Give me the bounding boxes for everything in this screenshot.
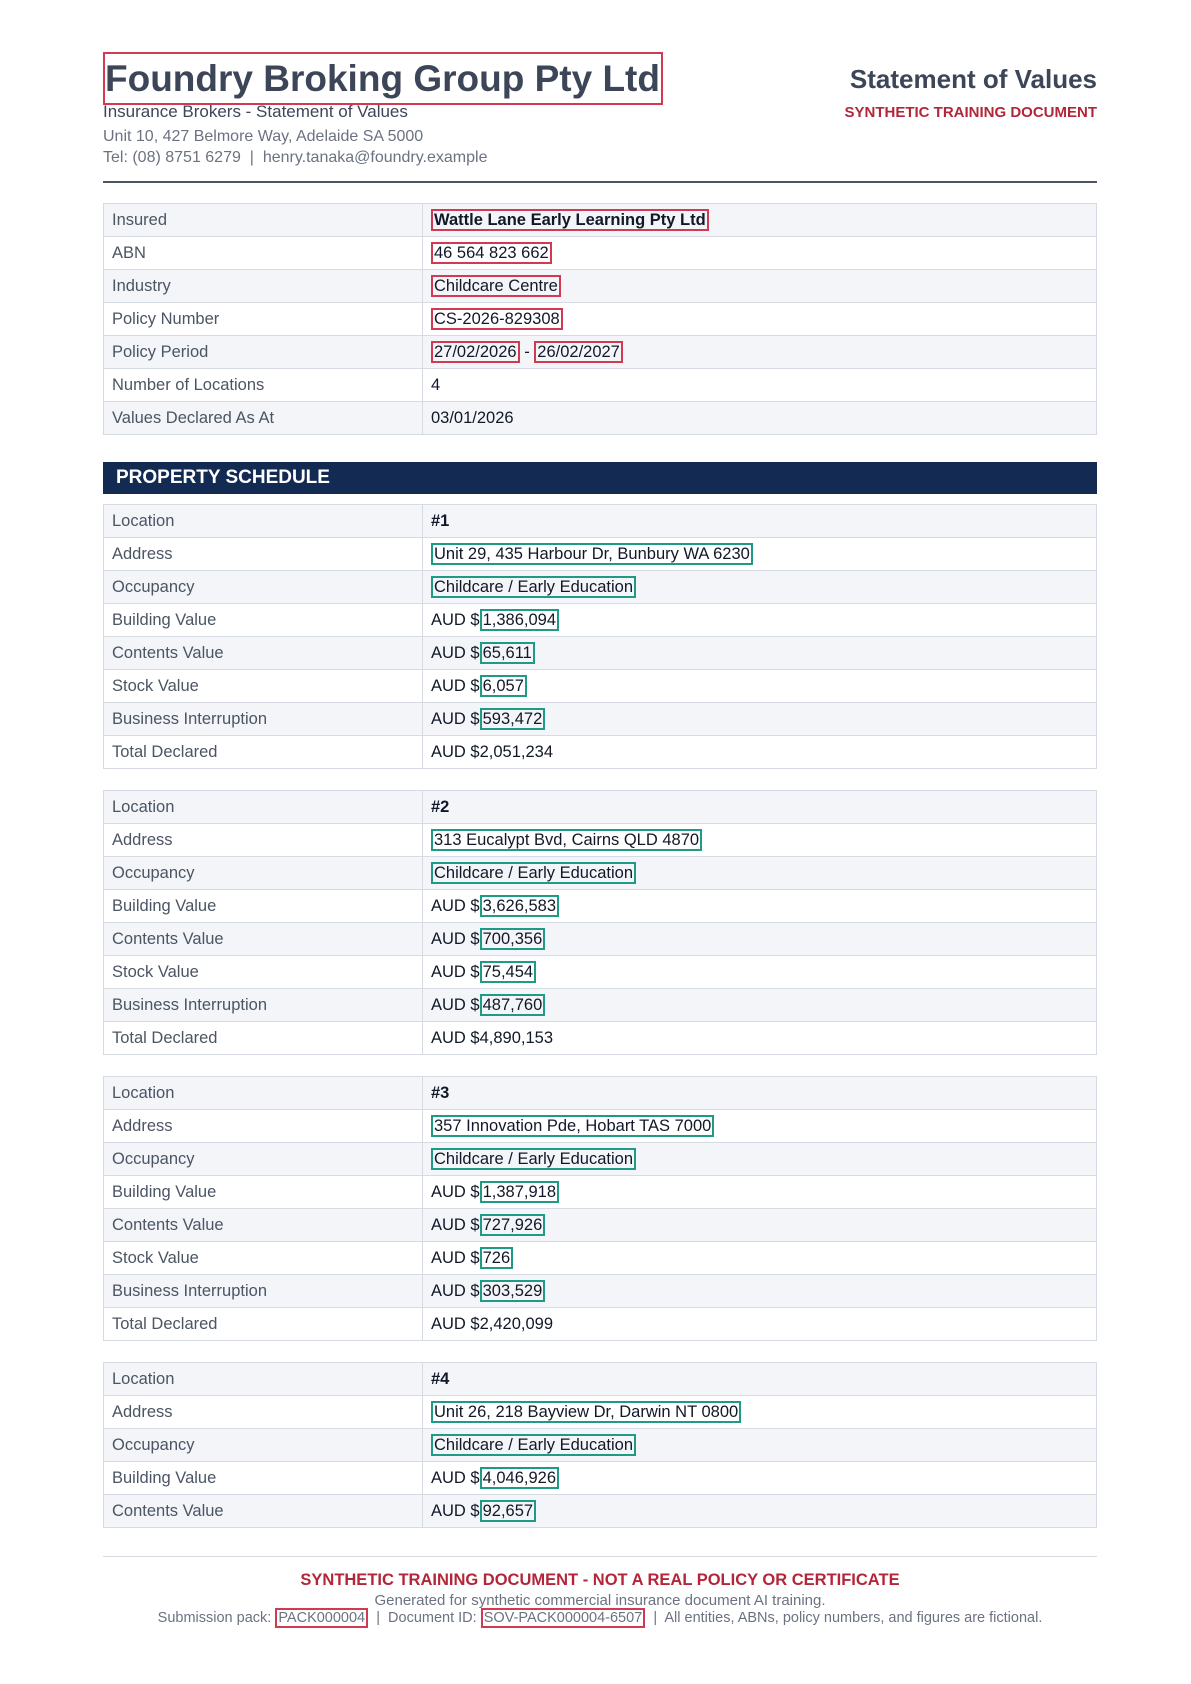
field-label: Total Declared [104, 1022, 423, 1055]
currency-prefix: AUD $ [431, 1468, 480, 1487]
stock-value: 6,057 [480, 675, 527, 697]
currency-prefix: AUD $ [431, 995, 480, 1014]
occupancy-row [104, 1429, 1097, 1462]
location-occupancy: Childcare / Early Education [431, 1434, 636, 1456]
company-email: henry.tanaka@foundry.example [262, 149, 488, 166]
location-number: #3 [423, 1077, 1097, 1110]
total-declared-value: AUD $4,890,153 [423, 1022, 1097, 1055]
location-address: Unit 29, 435 Harbour Dr, Bunbury WA 6230 [431, 543, 753, 565]
industry-value: Childcare Centre [431, 275, 561, 297]
currency-prefix: AUD $ [431, 1281, 480, 1300]
field-label: Contents Value [104, 923, 423, 956]
field-label: Occupancy [104, 857, 423, 890]
locations-count: 4 [423, 369, 1097, 402]
currency-prefix: AUD $ [431, 1215, 480, 1234]
total-declared-row [104, 736, 1097, 769]
currency-prefix: AUD $ [431, 896, 480, 915]
summary-row-policy-number [104, 303, 1097, 336]
building-value: 3,626,583 [480, 895, 559, 917]
location-number: #2 [423, 791, 1097, 824]
location-row [104, 1077, 1097, 1110]
field-label: Business Interruption [104, 1275, 423, 1308]
property-schedule-heading: PROPERTY SCHEDULE [103, 462, 1097, 494]
insured-name: Wattle Lane Early Learning Pty Ltd [431, 209, 709, 231]
field-label: Stock Value [104, 670, 423, 703]
building-value: 1,387,918 [480, 1181, 559, 1203]
fictional-disclaimer: All entities, ABNs, policy numbers, and figures are fictional. [664, 1610, 1043, 1626]
building-value-row [104, 890, 1097, 923]
field-label: Location [104, 1363, 423, 1396]
location-table-2 [103, 790, 1097, 1055]
contents-value: 65,611 [480, 642, 535, 664]
field-label: Contents Value [104, 1495, 423, 1528]
field-label: Address [104, 824, 423, 857]
contents-value-row [104, 637, 1097, 670]
location-table-3 [103, 1076, 1097, 1341]
field-label: Building Value [104, 604, 423, 637]
location-occupancy: Childcare / Early Education [431, 1148, 636, 1170]
building-value-row [104, 1176, 1097, 1209]
location-address: 357 Innovation Pde, Hobart TAS 7000 [431, 1115, 714, 1137]
footer-disclaimer-title: SYNTHETIC TRAINING DOCUMENT - NOT A REAL POLICY OR CERTIFICATE [300, 1571, 900, 1589]
summary-label: Industry [104, 270, 423, 303]
field-label: Occupancy [104, 571, 423, 604]
company-contact [103, 149, 487, 167]
company-subtitle: Insurance Brokers - Statement of Values [103, 102, 408, 121]
address-row [104, 1110, 1097, 1143]
location-occupancy: Childcare / Early Education [431, 576, 636, 598]
currency-prefix: AUD $ [431, 1501, 480, 1520]
contents-value-row [104, 923, 1097, 956]
stock-value-row [104, 956, 1097, 989]
field-label: Building Value [104, 1462, 423, 1495]
summary-row-insured [104, 204, 1097, 237]
header-divider [103, 181, 1097, 183]
summary-label: Number of Locations [104, 369, 423, 402]
company-name: Foundry Broking Group Pty Ltd [103, 52, 663, 105]
period-end: 26/02/2027 [534, 341, 623, 363]
field-label: Contents Value [104, 637, 423, 670]
field-label: Building Value [104, 890, 423, 923]
document-title: Statement of Values [849, 64, 1097, 94]
currency-prefix: AUD $ [431, 643, 480, 662]
field-label: Address [104, 538, 423, 571]
contents-value: 727,926 [480, 1214, 546, 1236]
document-header [103, 52, 1097, 182]
location-table-1 [103, 504, 1097, 769]
stock-value: 726 [480, 1247, 514, 1269]
building-value-row [104, 1462, 1097, 1495]
address-row [104, 824, 1097, 857]
location-number: #4 [423, 1363, 1097, 1396]
location-address: 313 Eucalypt Bvd, Cairns QLD 4870 [431, 829, 702, 851]
summary-row-locations [104, 369, 1097, 402]
address-row [104, 1396, 1097, 1429]
summary-label: Values Declared As At [104, 402, 423, 435]
building-value: 4,046,926 [480, 1467, 559, 1489]
field-label: Location [104, 505, 423, 538]
field-label: Address [104, 1396, 423, 1429]
field-label: Location [104, 1077, 423, 1110]
field-label: Total Declared [104, 1308, 423, 1341]
business-interruption-value: 593,472 [480, 708, 546, 730]
field-label: Stock Value [104, 1242, 423, 1275]
business-interruption-row [104, 1275, 1097, 1308]
period-start: 27/02/2026 [431, 341, 520, 363]
abn-value: 46 564 823 662 [431, 242, 552, 264]
field-label: Location [104, 791, 423, 824]
summary-row-policy-period [104, 336, 1097, 369]
summary-label: Insured [104, 204, 423, 237]
summary-label: ABN [104, 237, 423, 270]
field-label: Contents Value [104, 1209, 423, 1242]
field-label: Business Interruption [104, 989, 423, 1022]
footer-generated-note: Generated for synthetic commercial insurance document AI training. [374, 1592, 826, 1609]
currency-prefix: AUD $ [431, 929, 480, 948]
summary-row-industry [104, 270, 1097, 303]
contents-value-row [104, 1209, 1097, 1242]
location-address: Unit 26, 218 Bayview Dr, Darwin NT 0800 [431, 1401, 741, 1423]
total-declared-row [104, 1022, 1097, 1055]
field-label: Building Value [104, 1176, 423, 1209]
business-interruption-value: 487,760 [480, 994, 546, 1016]
currency-prefix: AUD $ [431, 962, 480, 981]
business-interruption-value: 303,529 [480, 1280, 546, 1302]
location-table-4 [103, 1362, 1097, 1528]
location-row [104, 505, 1097, 538]
building-value: 1,386,094 [480, 609, 559, 631]
field-label: Occupancy [104, 1143, 423, 1176]
contents-value: 92,657 [480, 1500, 536, 1522]
footer-separator: | [376, 1610, 380, 1626]
summary-row-abn [104, 237, 1097, 270]
contents-value: 700,356 [480, 928, 546, 950]
synthetic-flag: SYNTHETIC TRAINING DOCUMENT [844, 104, 1097, 121]
location-number: #1 [423, 505, 1097, 538]
location-occupancy: Childcare / Early Education [431, 862, 636, 884]
footer-identifiers [103, 1610, 1097, 1626]
address-row [104, 538, 1097, 571]
currency-prefix: AUD $ [431, 709, 480, 728]
policy-summary-table [103, 203, 1097, 435]
field-label: Stock Value [104, 956, 423, 989]
contents-value-row [104, 1495, 1097, 1528]
total-declared-value: AUD $2,051,234 [423, 736, 1097, 769]
business-interruption-row [104, 703, 1097, 736]
business-interruption-row [104, 989, 1097, 1022]
field-label: Occupancy [104, 1429, 423, 1462]
declared-date: 03/01/2026 [423, 402, 1097, 435]
pack-label: Submission pack: [157, 1610, 272, 1626]
field-label: Address [104, 1110, 423, 1143]
contact-separator: | [249, 149, 254, 166]
currency-prefix: AUD $ [431, 1248, 480, 1267]
building-value-row [104, 604, 1097, 637]
total-declared-row [104, 1308, 1097, 1341]
footer-divider [103, 1556, 1097, 1557]
stock-value-row [104, 670, 1097, 703]
company-address: Unit 10, 427 Belmore Way, Adelaide SA 5000 [103, 128, 424, 145]
currency-prefix: AUD $ [431, 1182, 480, 1201]
occupancy-row [104, 571, 1097, 604]
docid-label: Document ID: [388, 1610, 477, 1626]
policy-number-value: CS-2026-829308 [431, 308, 563, 330]
summary-label: Policy Period [104, 336, 423, 369]
currency-prefix: AUD $ [431, 676, 480, 695]
location-row [104, 791, 1097, 824]
total-declared-value: AUD $2,420,099 [423, 1308, 1097, 1341]
summary-label: Policy Number [104, 303, 423, 336]
summary-row-declared [104, 402, 1097, 435]
field-label: Business Interruption [104, 703, 423, 736]
document-id: SOV-PACK000004-6507 [481, 1608, 646, 1628]
footer-separator: | [653, 1610, 658, 1626]
stock-value-row [104, 1242, 1097, 1275]
field-label: Total Declared [104, 736, 423, 769]
company-phone: Tel: (08) 8751 6279 [103, 149, 241, 166]
period-separator: - [524, 342, 530, 361]
stock-value: 75,454 [480, 961, 536, 983]
occupancy-row [104, 857, 1097, 890]
currency-prefix: AUD $ [431, 610, 480, 629]
occupancy-row [104, 1143, 1097, 1176]
pack-id: PACK000004 [275, 1608, 368, 1628]
location-row [104, 1363, 1097, 1396]
